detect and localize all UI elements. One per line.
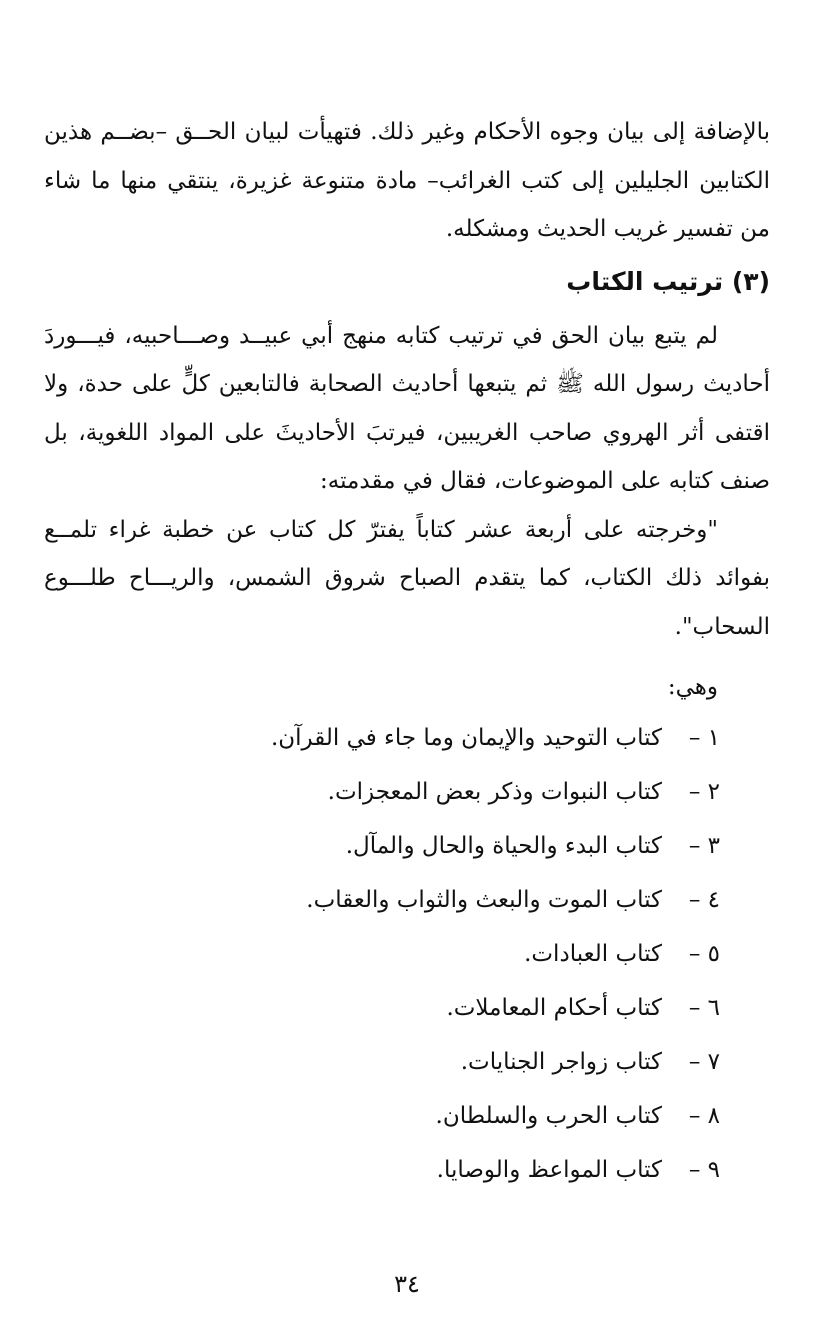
paragraph-arrangement: لم يتبع بيان الحق في ترتيب كتابه منهج أبي عبيــد وصـــاحبيه، فيـــوردَ أحاديث رسول الله ﷺ ثم يتبعها أحاديث الصحابة فالتابعين كلٍّ على حدة، ولا اقتفى أثر الهروي صاحب الغريبين، فيرتبَ الأحاديثَ على المواد اللغوية، بل صنف كتابه على الموضوعات، فقال في مقدمته: [44,322,770,494]
section-heading: (٣) ترتيب الكتاب [566,266,770,296]
list-item-number: ٤ – [688,887,720,913]
list-item [44,1143,720,1197]
books-list [44,711,720,1197]
list-item-number: ٦ – [688,995,720,1021]
paragraph-intro: بالإضافة إلى بيان وجوه الأحكام وغير ذلك. فتهيأت لبيان الحــق –بضــم هذين الكتابين الجليلين إلى كتب الغرائب– مادة متنوعة غزيرة، ينتقي منها ما شاء من تفسير غريب الحديث ومشكله. [44,119,770,242]
list-item [44,1089,720,1143]
list-item-number: ١ – [688,725,720,751]
list-item-number: ٩ – [688,1157,720,1183]
list-item-number: ٥ – [688,941,720,967]
page-body [44,108,770,1197]
list-item-text: كتاب أحكام المعاملات. [446,995,662,1021]
list-item-text: كتاب العبادات. [524,941,662,967]
list-item-text: كتاب التوحيد والإيمان وما جاء في القرآن. [270,725,662,751]
list-item [44,765,720,819]
list-item-text: كتاب الموت والبعث والثواب والعقاب. [306,887,662,913]
list-item [44,981,720,1035]
list-item [44,873,720,927]
list-item-text: كتاب زواجر الجنايات. [460,1049,662,1075]
list-item-text: كتاب المواعظ والوصايا. [436,1157,662,1183]
list-item [44,711,720,765]
list-item-number: ٣ – [688,833,720,859]
list-intro: وهي: [667,674,718,700]
list-item [44,1035,720,1089]
list-item-number: ٨ – [688,1103,720,1129]
list-item [44,819,720,873]
list-item-text: كتاب النبوات وذكر بعض المعجزات. [327,779,662,805]
list-item [44,927,720,981]
list-item-number: ٧ – [688,1049,720,1075]
list-item-number: ٢ – [688,779,720,805]
list-item-text: كتاب الحرب والسلطان. [435,1103,662,1129]
page-number: ٣٤ [394,1270,420,1298]
list-item-text: كتاب البدء والحياة والحال والمآل. [345,833,662,859]
paragraph-quote: "وخرجته على أربعة عشر كتاباً يفترّ كل كتاب عن خطبة غراء تلمــع بفوائد ذلك الكتاب، كما يتقدم الصباح شروق الشمس، والريـــاح طلـــوع السحاب". [44,516,770,640]
